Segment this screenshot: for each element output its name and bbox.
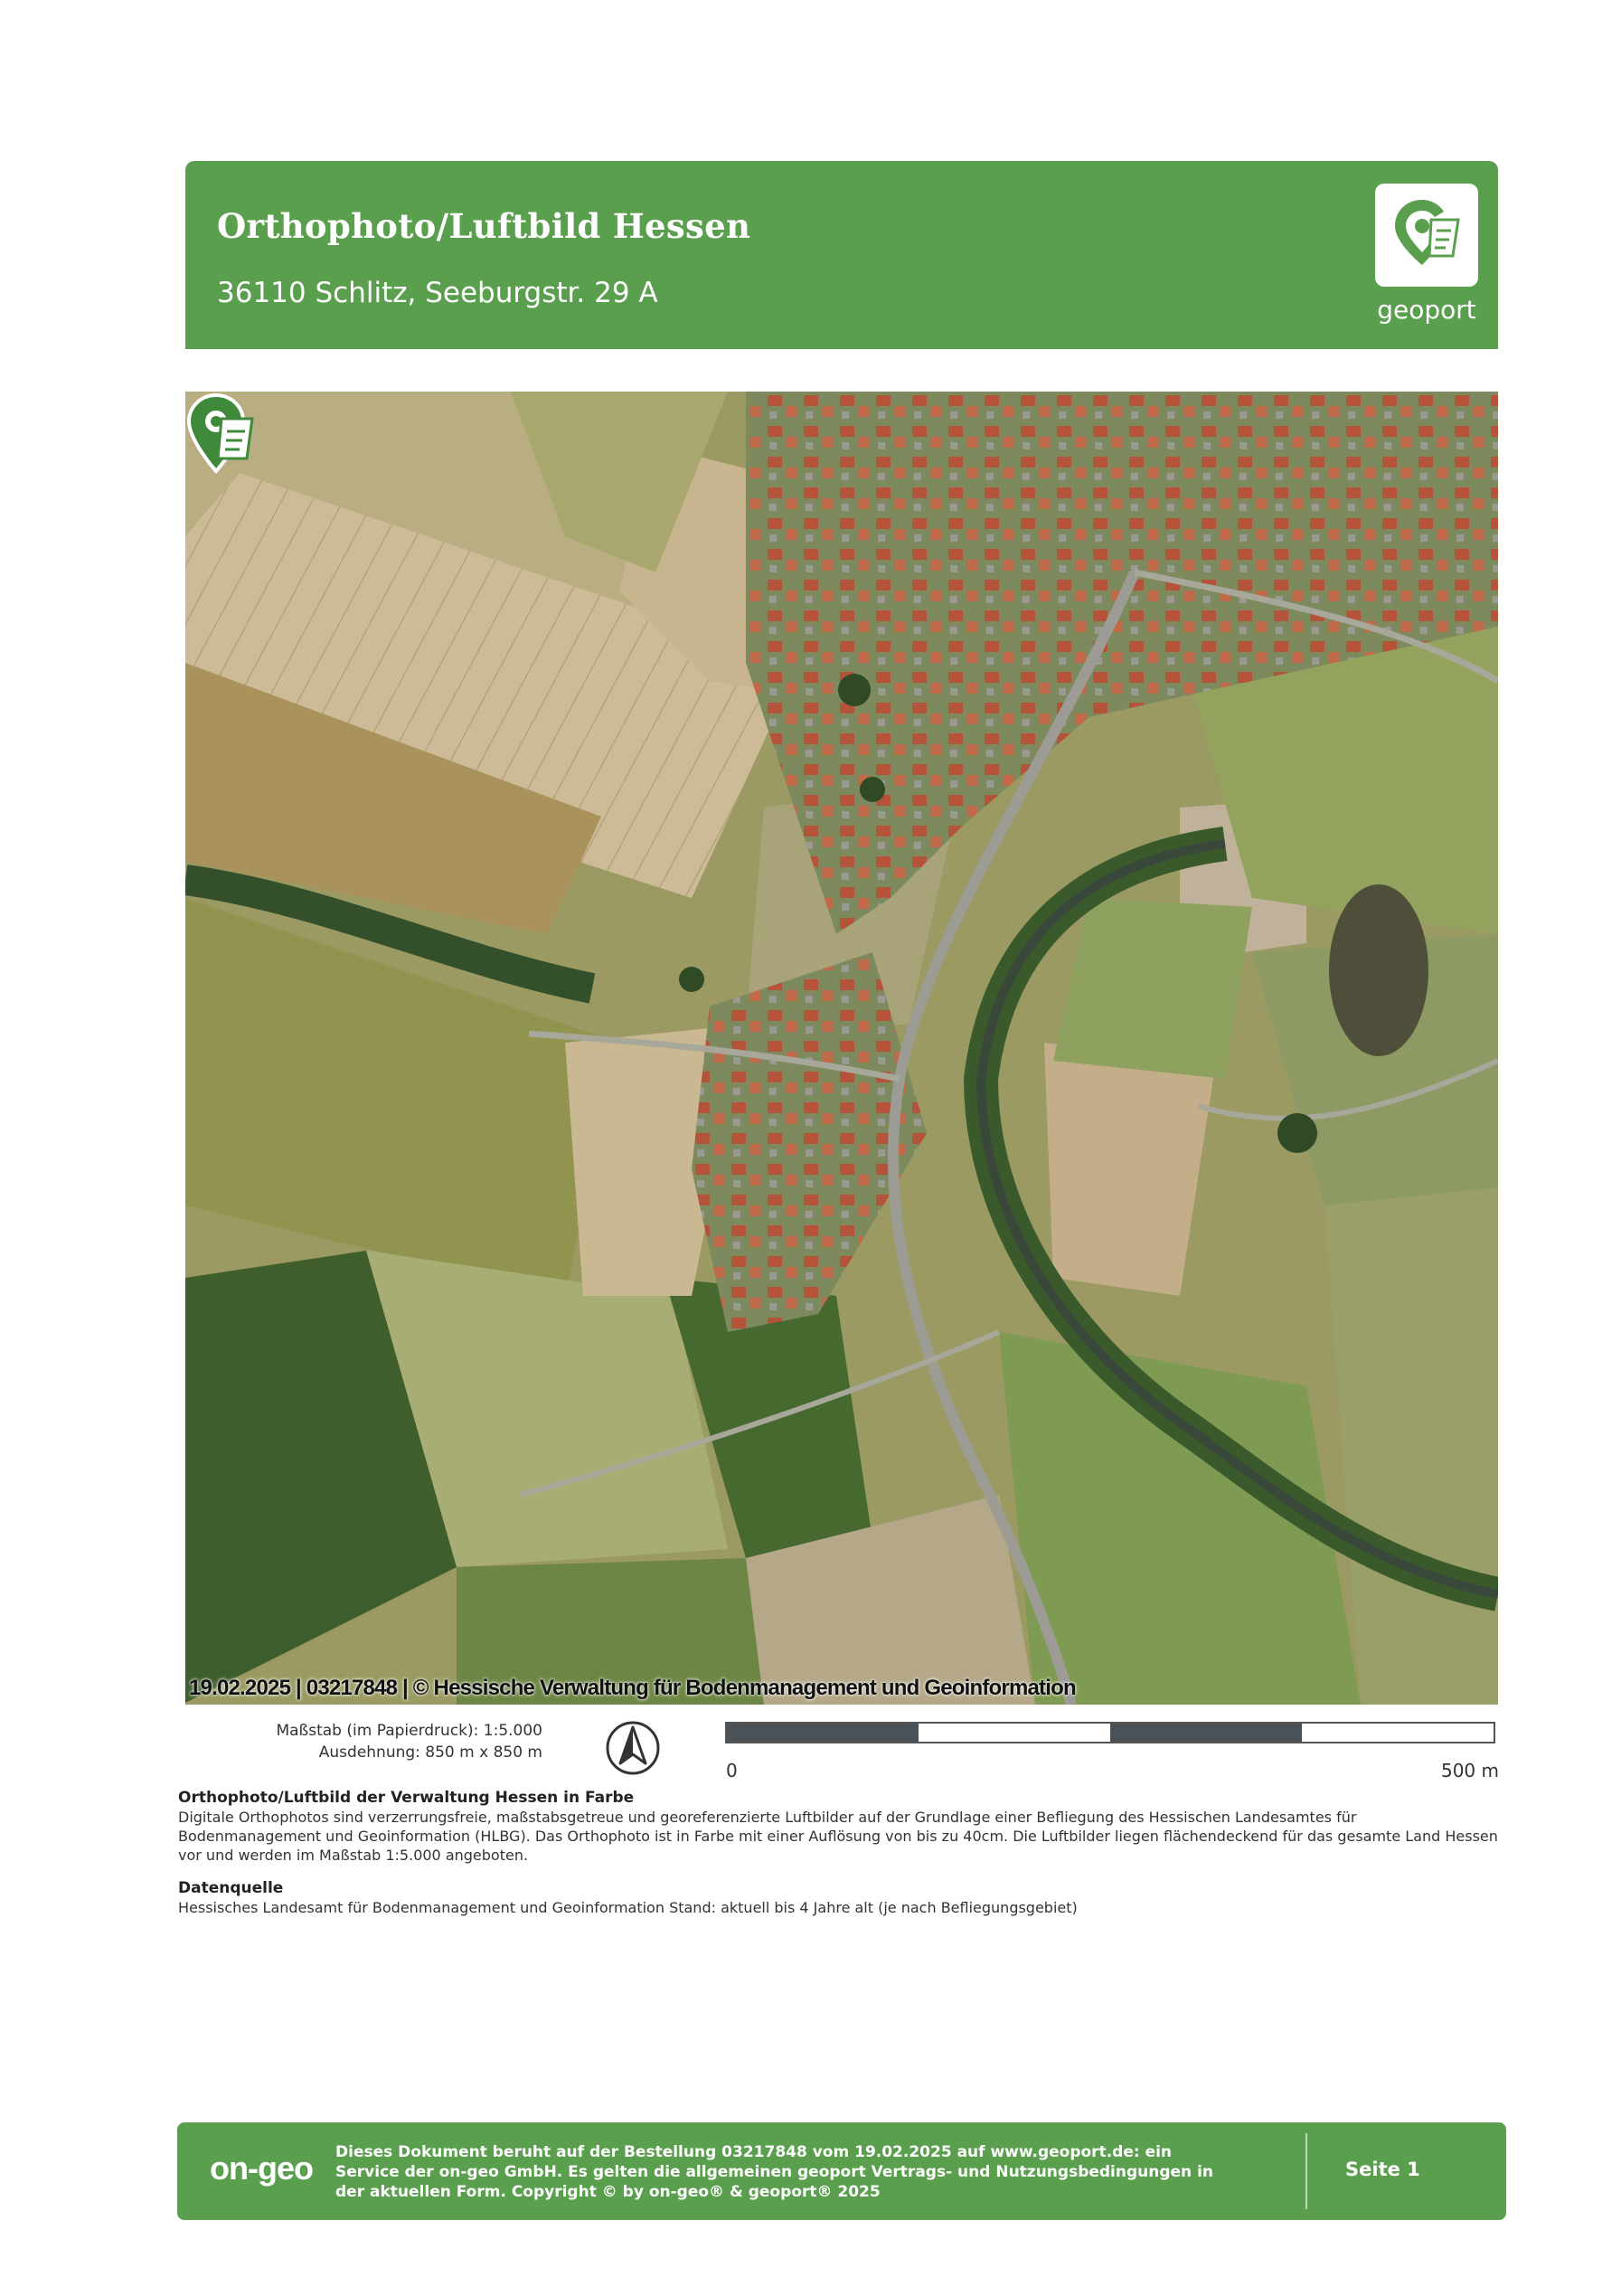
scale-bar — [725, 1722, 1495, 1743]
description-heading: Orthophoto/Luftbild der Verwaltung Hessen in Farbe — [178, 1789, 635, 1807]
report-title: Orthophoto/Luftbild Hessen — [217, 206, 751, 246]
geoport-logo — [1375, 184, 1478, 287]
page-footer — [177, 2122, 1506, 2220]
scale-segment — [919, 1724, 1110, 1742]
aerial-map[interactable] — [185, 392, 1498, 1705]
page-number: Seite 1 — [1345, 2159, 1420, 2180]
orthophoto-image — [185, 392, 1498, 1705]
map-attribution: 19.02.2025 | 03217848 | © Hessische Verwaltung für Bodenmanagement und Geoinformation — [189, 1676, 1076, 1700]
north-arrow-icon — [603, 1718, 663, 1778]
footer-divider — [1305, 2133, 1307, 2209]
footer-copyright: Dieses Dokument beruht auf der Bestellung 03217848 vom 19.02.2025 auf www.geoport.de: ein Service der on-geo GmbH. Es gelten die allgemeinen geoport Vertrags- und Nutzungsbedingungen in der aktuellen Form. Copyright © by on-geo® & geoport® 2025 — [335, 2143, 1214, 2201]
scale-ratio: Maßstab (im Papierdruck): 1:5.000 — [276, 1722, 542, 1740]
description-body: Digitale Orthophotos sind verzerrungsfreie, maßstabsgetreue und georeferenzierte Luftbilder auf der Grundlage einer Befliegung des Hessischen Landesamtes für Bodenmanagement und Geoinformation (HLBG). Das Orthophoto ist in Farbe mit einer Auflösung von bis zu 40cm. Die Luftbilder liegen flächendeckend für das gesamte Land Hessen vor und werden im Maßstab 1:5.000 angeboten. — [178, 1809, 1498, 1864]
geoport-logo-label: geoport — [1377, 295, 1476, 325]
description-section — [178, 1789, 1500, 1917]
property-address: 36110 Schlitz, Seeburgstr. 29 A — [217, 277, 658, 309]
location-marker-icon[interactable] — [185, 392, 258, 475]
scale-segment — [1110, 1724, 1302, 1742]
scale-end-label: 500 m — [1440, 1760, 1499, 1781]
scale-start-label: 0 — [726, 1760, 738, 1781]
geoport-pin-icon — [1386, 193, 1467, 276]
scale-segment — [1302, 1724, 1494, 1742]
scale-segment — [727, 1724, 919, 1742]
report-header — [185, 161, 1498, 349]
scale-info — [181, 1720, 542, 1763]
on-geo-logo: on-geo — [210, 2150, 313, 2187]
data-source-heading: Datenquelle — [178, 1879, 284, 1897]
data-source-body: Hessisches Landesamt für Bodenmanagement und Geoinformation Stand: aktuell bis 4 Jahre alt (je nach Befliegungsgebiet) — [178, 1899, 1078, 1916]
map-extent: Ausdehnung: 850 m x 850 m — [318, 1743, 542, 1762]
